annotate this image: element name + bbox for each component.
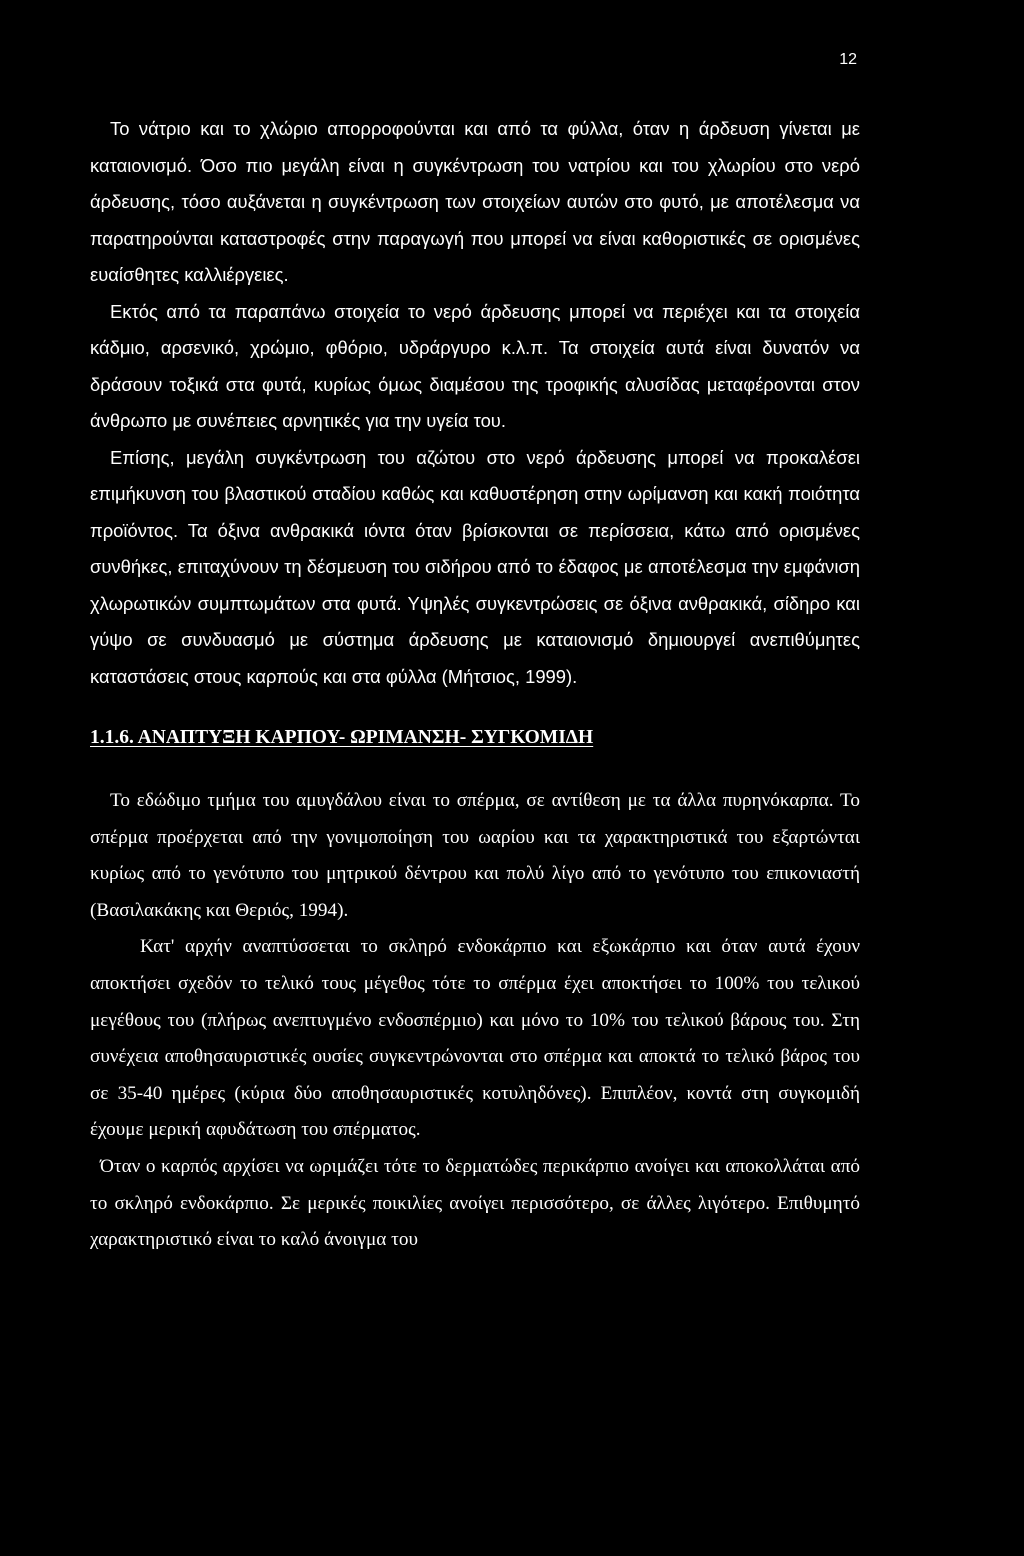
page-number: 12 — [839, 51, 857, 68]
paragraph-edible-part: Το εδώδιμο τμήμα του αμυγδάλου είναι το σπέρμα, σε αντίθεση με τα άλλα πυρηνόκαρπα. Το σπέρμα προέρχεται από την γονιμοποίηση του ωαρίου και τα χαρακτηριστικά του εξαρτώνται κυρίως από το γενότυπο του μητρικού δέντρου και πολύ λίγο από το γενότυπο του επικονιαστή (Βασιλακάκης και Θεριός, 1994). — [90, 790, 860, 921]
paragraph-nitrogen-bicarbonates: Επίσης, μεγάλη συγκέντρωση του αζώτου στο νερό άρδευσης μπορεί να προκαλέσει επιμήκυνση του βλαστικού σταδίου καθώς και καθυστέρηση στην ωρίμανση και κακή ποιότητα προϊόντος. Τα όξινα ανθρακικά ιόντα όταν βρίσκονται σε περίσσεια, κάτω από ορισμένες συνθήκες, επιταχύνουν τη δέσμευση του σιδήρου από το έδαφος με αποτέλεσμα την εμφάνιση χλωρωτικών συμπτωμάτων στα φυτά. Υψηλές συγκεντρώσεις σε όξινα ανθρακικά, σίδηρο και γύψο σε συνδυασμό με σύστημα άρδευσης με καταιονισμό δημιουργεί ανεπιθύμητες καταστάσεις στους καρπούς και στα φύλλα (Μήτσιος, 1999). — [90, 446, 860, 687]
paragraph-sodium-chloride: Το νάτριο και το χλώριο απορροφούνται και από τα φύλλα, όταν η άρδευση γίνεται με καταιονισμό. Όσο πιο μεγάλη είναι η συγκέντρωση του νατρίου και του χλωρίου στο νερό άρδευσης, τόσο αυξάνεται η συγκέντρωση των στοιχείων αυτών στο φυτό, με αποτέλεσμα να παρατηρούνται καταστροφές στην παραγωγή που μπορεί να είναι καθοριστικές σε ορισμένες ευαίσθητες καλλιέργειες. — [90, 118, 860, 285]
paragraph-ripening: Όταν ο καρπός αρχίσει να ωριμάζει τότε το δερματώδες περικάρπιο ανοίγει και αποκολλάται από το σκληρό ενδοκάρπιο. Σε μερικές ποικιλίες ανοίγει περισσότερο, σε άλλες λιγότερο. Επιθυμητό χαρακτηριστικό είναι το καλό άνοιγμα του — [90, 1155, 860, 1251]
paragraph-heavy-metals: Εκτός από τα παραπάνω στοιχεία το νερό άρδευσης μπορεί να περιέχει και τα στοιχεία κάδμιο, αρσενικό, χρώμιο, φθόριο, υδράργυρο κ.λ.π. Τα στοιχεία αυτά είναι δυνατόν να δράσουν τοξικά στα φυτά, κυρίως όμως διαμέσου της τροφικής αλυσίδας μεταφέρονται στον άνθρωπο με συνέπειες αρνητικές για την υγεία του. — [90, 300, 860, 431]
section-heading: 1.1.6. ΑΝΑΠΤΥΞΗ ΚΑΡΠΟΥ- ΩΡΙΜΑΝΣΗ- ΣΥΓΚΟΜΙΔΗ — [90, 727, 594, 748]
document-body — [90, 111, 860, 1259]
paragraph-seed-development: Κατ' αρχήν αναπτύσσεται το σκληρό ενδοκάρπιο και εξωκάρπιο και όταν αυτά έχουν αποκτήσει σχεδόν το τελικό τους μέγεθος τότε το σπέρμα έχει αποκτήσει το 100% του τελικού μεγέθους του (πλήρως ανεπτυγμένο ενδοσπέρμιο) και μόνο το 10% του τελικού βάρους του. Στη συνέχεια αποθησαυριστικές ουσίες συγκεντρώνονται στο σπέρμα και αποκτά το τελικό βάρος του σε 35-40 ημέρες (κύρια δύο αποθησαυριστικές κοτυληδόνες). Επιπλέον, κοντά στη συγκομιδή έχουμε μερική αφυδάτωση του σπέρματος. — [90, 936, 860, 1141]
